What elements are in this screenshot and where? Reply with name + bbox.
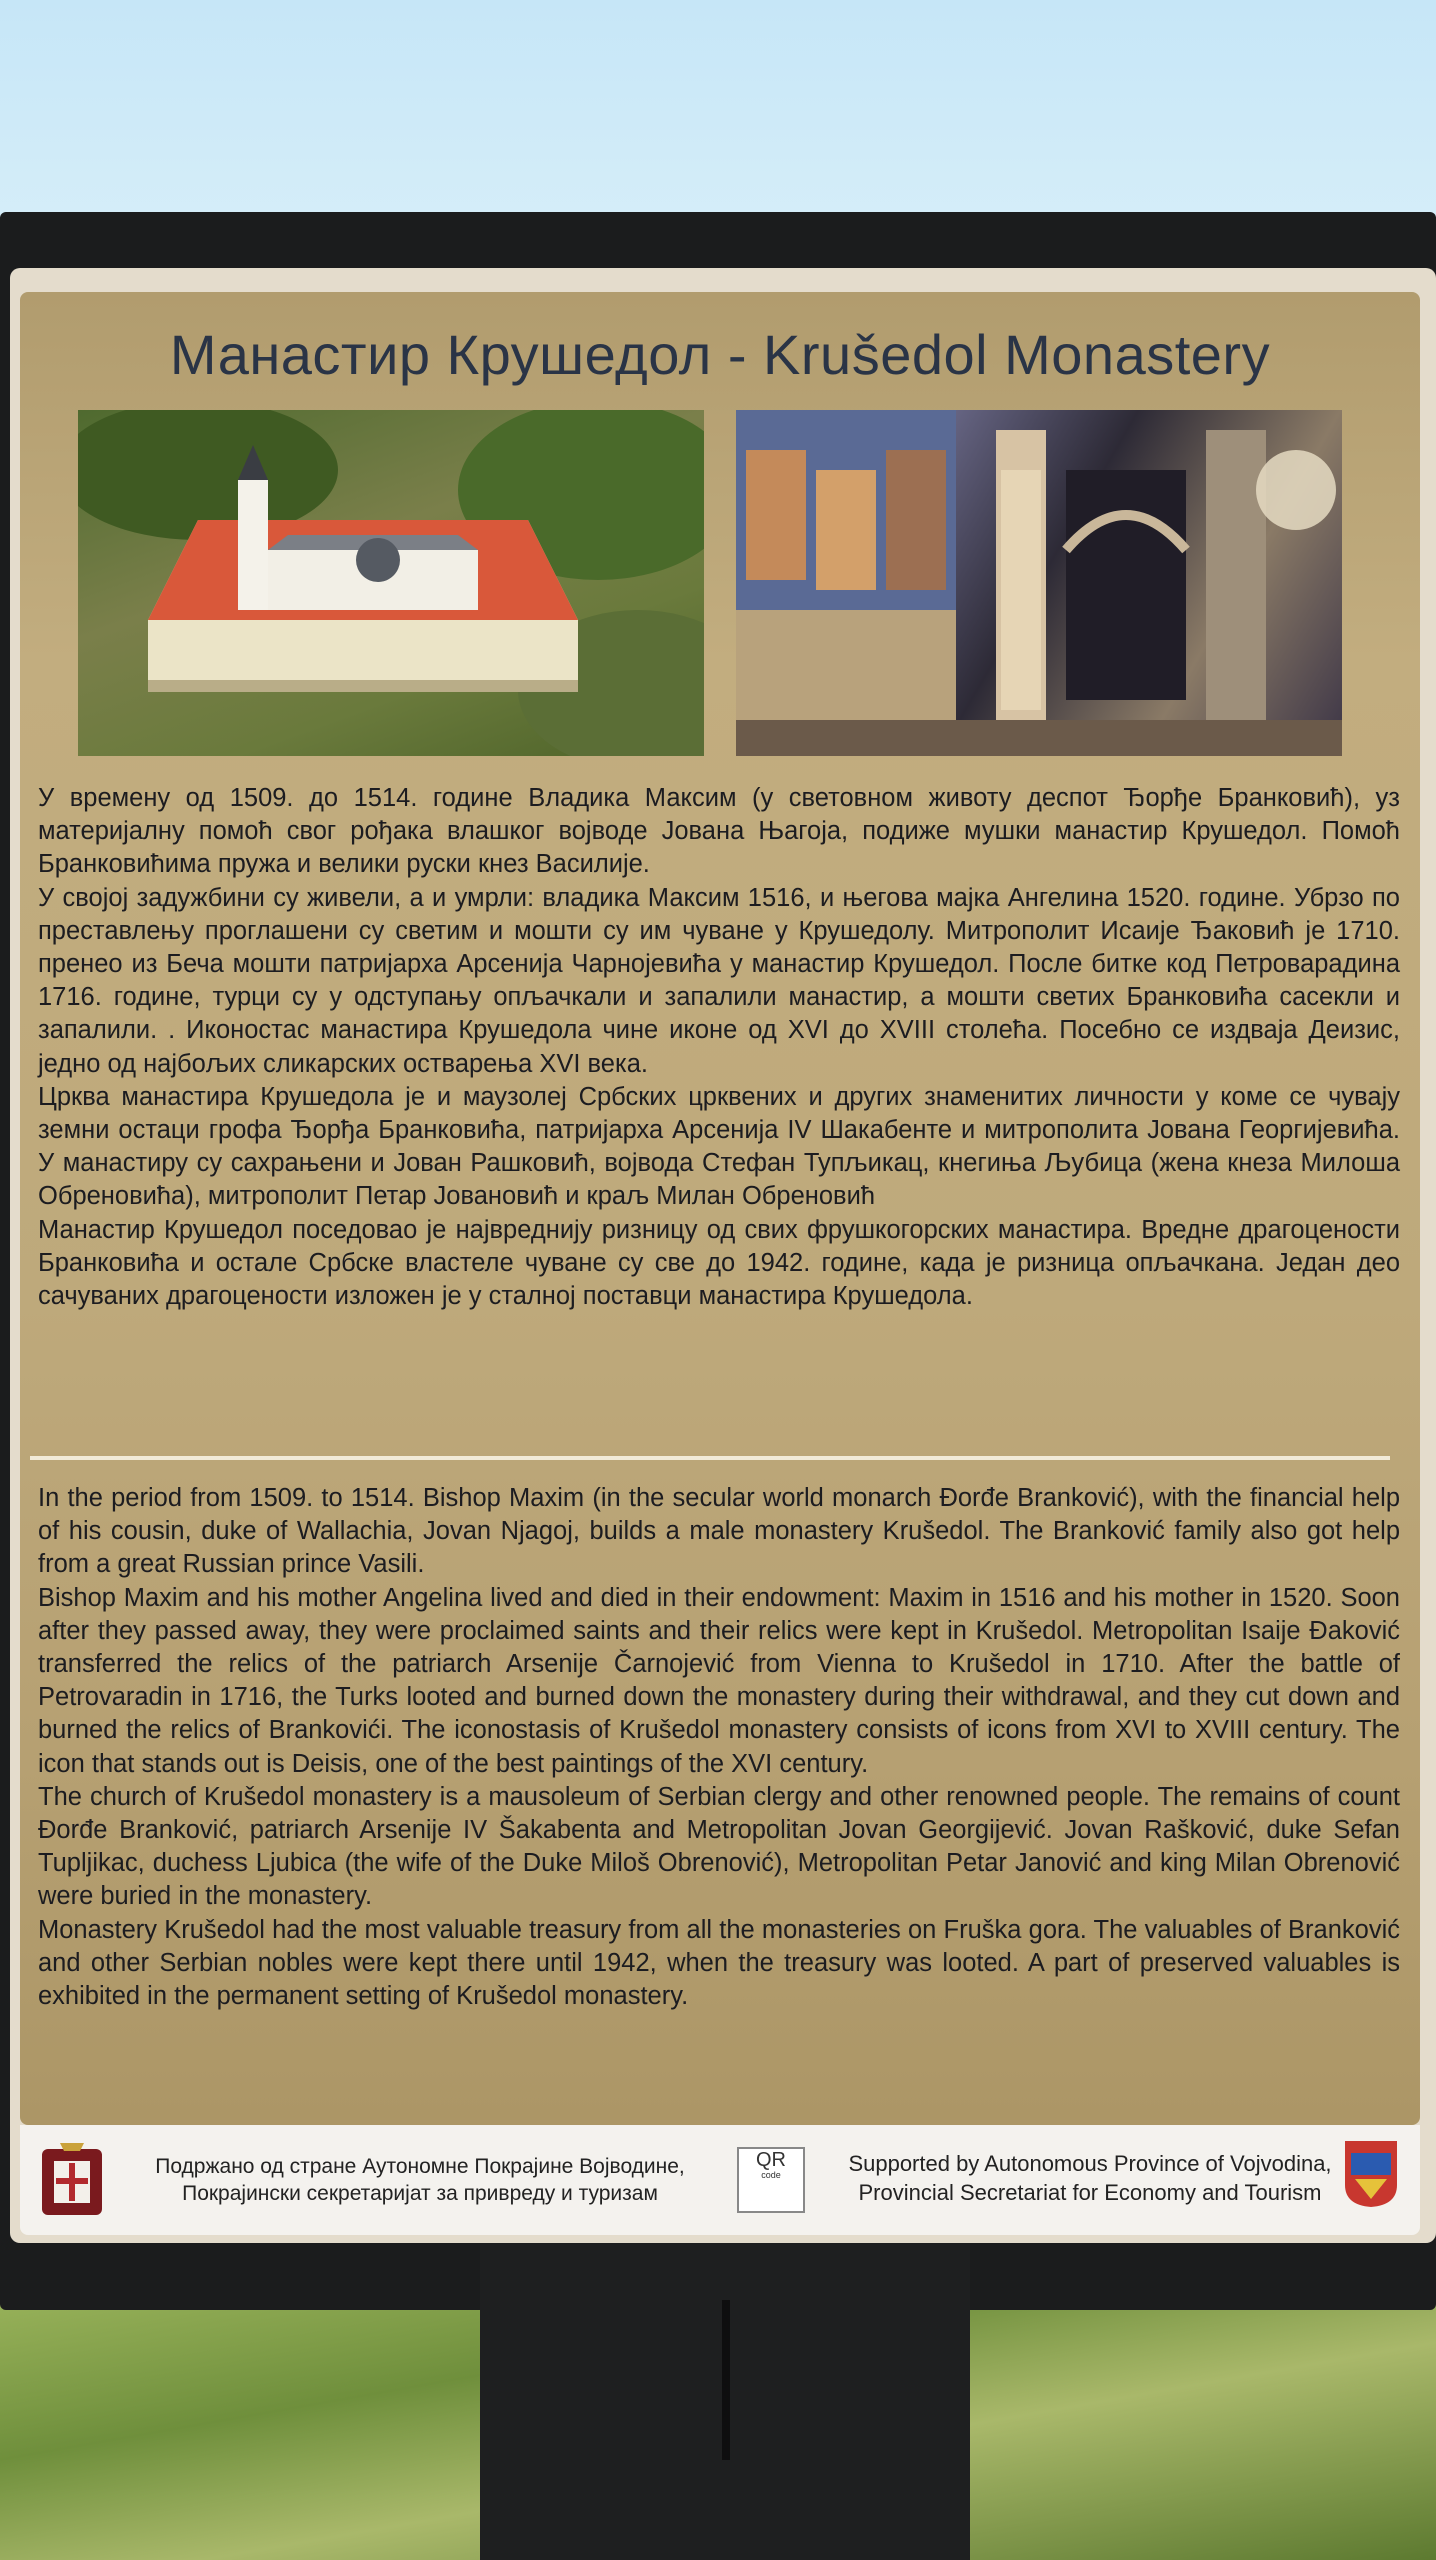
- section-divider: [30, 1456, 1390, 1460]
- footer-english-line: Supported by Autonomous Province of Vojvodina,: [848, 2151, 1332, 2176]
- serbian-paragraph: У времену од 1509. до 1514. године Владика Максим (у световном животу деспот Ђорђе Бранковић), уз материјалну помоћ свог рођака влашког војводе Јована Њагоја, подиже мушки манастир Крушедол. Помоћ Бранковићима пружа и велики руски кнез Василије.: [38, 784, 1400, 879]
- qr-sublabel: code: [761, 2170, 781, 2180]
- english-text-block: [38, 1482, 1400, 2013]
- footer-serbian-line: Покрајински секретаријат за привреду и туризам: [182, 2182, 658, 2205]
- serbian-paragraph: Манастир Крушедол поседовао је највреднију ризницу од свих фрушкогорских манастира. Вредне драгоцености Бранковића и остале Србске властеле чуване су све до 1942. године, када је ризница опљачкана. Један део сачуваних драгоцености изложен је у сталној поставци манастира Крушедола.: [38, 1215, 1400, 1311]
- serbian-paragraph: У својој задужбини су живели, а и умрли: владика Максим 1516, и његова мајка Ангелина 1520. године. Убрзо по преставлењу проглашени су светим и мошти су им чуване у Крушедолу. Митрополит Исаије Ђаковић је 1710. пренео из Беча мошти патријарха Арсенија Чарнојевића у манастир Крушедол. После битке код Петроварадина 1716. године, турци су у одступању опљачкали и запалили манастир, а мошти светих Бранковића сасекли и запалили. . Иконостас манастира Крушедола чине иконе од XVI до XVIII столећа. Посебно се издваја Деизис, једно од најбољих сликарских остварења XVI века.: [38, 883, 1400, 1078]
- sky: [0, 0, 1436, 240]
- sign-panel: [20, 292, 1420, 2125]
- sponsor-footer: [20, 2125, 1420, 2235]
- frescoes-illustration: [736, 410, 1342, 756]
- footer-english-line: Provincial Secretariat for Economy and Tourism: [858, 2180, 1322, 2205]
- serbian-text-block: [38, 782, 1400, 1313]
- vojvodina-emblem-icon: [1343, 2139, 1399, 2209]
- sign-post-seam: [722, 2300, 730, 2460]
- english-paragraph: Bishop Maxim and his mother Angelina lived and died in their endowment: Maxim in 1516 and his mother in 1520. Soon after they passed away, they were proclaimed saints and their relics were kept in Krušedol. Metropolitan Isaije Đaković transferred the relics of the patriarch Arsenije Čarnojević from Vienna to Krušedol in 1710. After the battle of Petrovaradin in 1716, the Turks looted and burned down the monastery during their withdrawal, and they cut down and burned the relics of Brankovići. The iconostasis of Krušedol monastery consists of icons from XVI to XVIII century. The icon that stands out is Deisis, one of the best paintings of the XVI century.: [38, 1583, 1400, 1778]
- qr-code[interactable]: [737, 2147, 805, 2213]
- coat-of-arms-icon: [38, 2139, 106, 2219]
- church-interior-frescoes-photo: [736, 410, 1342, 756]
- footer-serbian-line: Подржано од стране Аутономне Покрајине Војводине,: [155, 2155, 685, 2178]
- sign-title: Манастир Крушедол - Krušedol Monastery: [169, 323, 1271, 386]
- english-paragraph: The church of Krušedol monastery is a mausoleum of Serbian clergy and other renowned people. The remains of count Đorđe Branković, patriarch Arsenije IV Šakabenta and Metropolitan Jovan Georgijević. Jovan Rašković, duke Sefan Tupljikac, duchess Ljubica (the wife of the Duke Miloš Obrenović), Metropolitan Petar Janović and king Milan Obrenović were buried in the monastery.: [38, 1782, 1400, 1911]
- footer-english-text: [820, 2149, 1360, 2207]
- monastery-illustration: [78, 410, 704, 756]
- footer-serbian-text: [110, 2153, 730, 2207]
- english-paragraph: In the period from 1509. to 1514. Bishop Maxim (in the secular world monarch Đorđe Branković), with the financial help of his cousin, duke of Wallachia, Jovan Njagoj, builds a male monastery Krušedol. The Branković family also got help from a great Russian prince Vasili.: [38, 1484, 1400, 1579]
- qr-label: QR: [756, 2149, 786, 2171]
- monastery-aerial-photo: [78, 410, 704, 756]
- english-paragraph: Monastery Krušedol had the most valuable treasury from all the monasteries on Fruška gora. The valuables of Branković and other Serbian nobles were kept there until 1942, when the treasury was looted. A part of preserved valuables is exhibited in the permanent setting of Krušedol monastery.: [38, 1915, 1400, 2011]
- serbian-paragraph: Црква манастира Крушедола је и маузолеј Србских црквених и других знаменитих личности у коме се чувају земни остаци грофа Ђорђа Бранковића, патријарха Арсенија IV Шакабенте и митрополита Јована Георгијевића. У манастиру су сахрањени и Јован Рашковић, војвода Стефан Тупљикац, кнегиња Љубица (жена кнеза Милоша Обреновића), митрополит Петар Јовановић и краљ Милан Обреновић: [38, 1082, 1400, 1211]
